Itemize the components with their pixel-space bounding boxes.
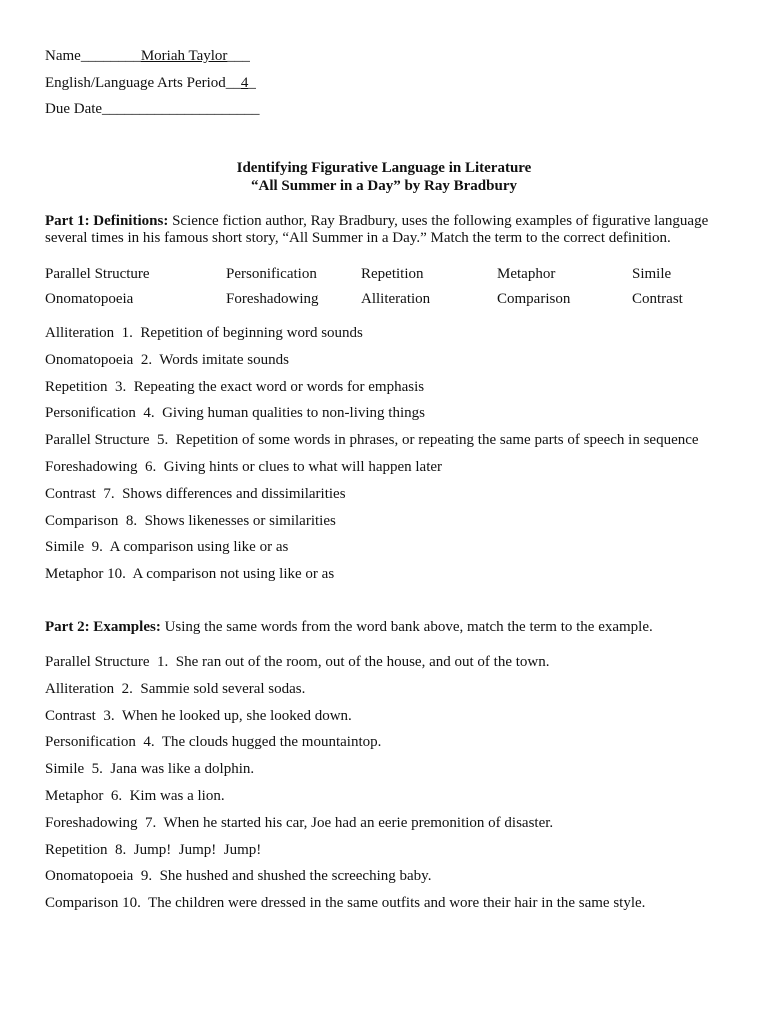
item-number: 5. — [157, 432, 169, 449]
item-number: 1. — [157, 654, 169, 670]
answer: Alliteration — [45, 680, 115, 697]
answer: Personification — [45, 734, 136, 751]
name-value: Moriah Taylor — [140, 48, 228, 64]
item-text: She hushed and shushed the screeching baby. — [159, 868, 432, 885]
list-item — [45, 678, 745, 705]
answer: Personification — [45, 405, 136, 422]
item-text: Jump! Jump! Jump! — [133, 841, 262, 858]
item-number: 1. — [121, 325, 133, 341]
item-number: 5. — [91, 761, 103, 778]
word-bank-term: Metaphor — [497, 266, 556, 282]
period-label: English/Language Arts Period__ — [45, 74, 241, 91]
list-item — [45, 865, 745, 892]
item-number: 6. — [110, 787, 123, 804]
word-bank-term: Repetition — [361, 266, 424, 282]
definitions-list — [45, 322, 745, 590]
item-number: 4. — [143, 734, 155, 751]
title-line-2: “All Summer in a Day” by Ray Bradbury — [250, 178, 517, 194]
list-item — [45, 731, 745, 758]
answer: Contrast — [45, 485, 96, 502]
item-number: 3. — [115, 378, 127, 395]
item-text: Giving hints or clues to what will happen later — [163, 458, 443, 475]
list-item — [45, 349, 745, 376]
item-number: 9. — [91, 539, 103, 556]
list-item — [45, 402, 745, 429]
title-line-1: Identifying Figurative Language in Literature — [236, 160, 532, 176]
item-number: 2. — [140, 351, 153, 368]
word-bank-row-2 — [45, 289, 735, 314]
item-text: Giving human qualities to non-living things — [162, 405, 425, 422]
item-number: 7. — [103, 485, 115, 502]
item-number: 4. — [143, 405, 155, 422]
list-item — [45, 456, 745, 483]
part2-text: Using the same words from the word bank above, match the term to the example. — [160, 619, 653, 635]
list-item — [45, 812, 745, 839]
student-info — [45, 45, 260, 125]
item-number: 8. — [115, 841, 127, 858]
answer: Simile — [45, 539, 85, 556]
item-text: Sammie sold several sodas. — [140, 680, 306, 697]
list-item — [45, 839, 745, 866]
item-text: Kim was a lion. — [129, 787, 225, 804]
item-number: 9. — [140, 868, 153, 885]
part1-instructions — [45, 213, 735, 247]
worksheet-title — [0, 159, 768, 195]
item-text: A comparison using like or as — [109, 539, 289, 556]
word-bank-term: Simile — [632, 266, 672, 282]
item-number: 6. — [145, 458, 157, 475]
list-item — [45, 892, 745, 919]
item-text: She ran out of the room, out of the house, and out of the town. — [175, 654, 550, 670]
answer: Contrast — [45, 707, 96, 724]
item-number: 3. — [103, 707, 115, 724]
item-text: Words imitate sounds — [159, 351, 289, 368]
answer: Alliteration — [45, 325, 115, 341]
list-item — [45, 651, 745, 678]
list-item — [45, 785, 745, 812]
part1-text: Science fiction author, Ray Bradbury, uses the following examples of figurative language several times in his famous short story, “All Summer in a Day.” Match the term to the correct definition. — [45, 213, 709, 246]
due-date-label: Due Date_____________________ — [45, 101, 260, 117]
item-text: Shows differences and dissimilarities — [122, 485, 346, 502]
item-number: 10. — [122, 895, 141, 912]
word-bank-row-1 — [45, 264, 735, 289]
answer: Parallel Structure — [45, 654, 150, 670]
item-text: The clouds hugged the mountaintop. — [161, 734, 382, 751]
answer: Simile — [45, 761, 85, 778]
item-text: The children were dressed in the same outfits and wore their hair in the same style. — [148, 895, 646, 912]
answer: Onomatopoeia — [45, 868, 134, 885]
word-bank — [45, 264, 735, 314]
item-text: Jana was like a dolphin. — [110, 761, 255, 778]
word-bank-term: Parallel Structure — [45, 266, 150, 282]
answer: Repetition — [45, 841, 108, 858]
word-bank-term: Foreshadowing — [226, 291, 319, 307]
item-text: Repetition of beginning word sounds — [140, 325, 363, 341]
due-date-line — [45, 98, 260, 125]
list-item — [45, 563, 745, 590]
item-number: 8. — [125, 512, 138, 529]
answer: Comparison — [45, 895, 119, 912]
answer: Parallel Structure — [45, 432, 150, 449]
part2-heading: Part 2: Examples: — [45, 619, 161, 635]
word-bank-term: Alliteration — [361, 291, 431, 307]
examples-list — [45, 651, 745, 919]
answer: Foreshadowing — [45, 458, 138, 475]
list-item — [45, 536, 745, 563]
answer: Metaphor — [45, 566, 104, 583]
item-text: Repetition of some words in phrases, or repeating the same parts of speech in sequence — [175, 432, 699, 449]
list-item — [45, 322, 745, 349]
word-bank-term: Contrast — [632, 291, 683, 307]
answer: Foreshadowing — [45, 814, 138, 831]
answer: Comparison — [45, 512, 119, 529]
item-text: Shows likenesses or similarities — [144, 512, 336, 529]
word-bank-term: Comparison — [497, 291, 571, 307]
answer: Metaphor — [45, 787, 104, 804]
item-text: Repeating the exact word or words for emphasis — [133, 378, 425, 395]
item-text: When he looked up, she looked down. — [121, 707, 352, 724]
answer: Repetition — [45, 378, 108, 395]
list-item — [45, 376, 745, 403]
list-item — [45, 705, 745, 732]
word-bank-term: Onomatopoeia — [45, 291, 134, 307]
list-item — [45, 758, 745, 785]
name-tail: ___ — [227, 48, 250, 64]
answer: Onomatopoeia — [45, 351, 134, 368]
part2-instructions — [45, 618, 735, 636]
item-text: When he started his car, Joe had an eerie premonition of disaster. — [163, 814, 554, 831]
item-text: A comparison not using like or as — [132, 566, 335, 583]
item-number: 10. — [107, 566, 126, 583]
period-tail: _ — [248, 74, 256, 91]
period-value: 4 — [240, 74, 249, 91]
item-number: 2. — [121, 680, 133, 697]
list-item — [45, 483, 745, 510]
list-item — [45, 510, 745, 537]
word-bank-term: Personification — [226, 266, 317, 282]
part1-heading: Part 1: Definitions: — [45, 213, 169, 229]
name-line — [45, 45, 260, 72]
list-item — [45, 429, 745, 456]
period-line — [45, 72, 260, 99]
name-label: Name________ — [45, 48, 141, 64]
item-number: 7. — [145, 814, 157, 831]
